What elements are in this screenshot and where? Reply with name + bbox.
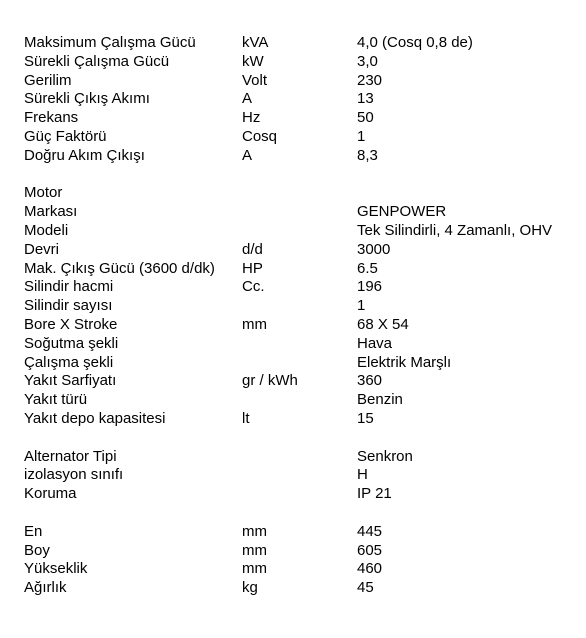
spec-row xyxy=(24,335,580,354)
spec-value: IP 21 xyxy=(357,485,392,503)
spec-row xyxy=(24,90,580,109)
spec-value: 196 xyxy=(357,278,383,296)
spec-unit: gr / kWh xyxy=(242,372,298,390)
spec-row xyxy=(24,260,580,279)
spec-unit: lt xyxy=(242,409,250,427)
spec-row xyxy=(24,128,580,147)
spec-unit: d/d xyxy=(242,240,263,258)
spec-label: Devri xyxy=(24,240,60,258)
spec-label: Silindir hacmi xyxy=(24,278,114,296)
spec-row xyxy=(24,485,580,504)
section-spacer xyxy=(24,166,580,185)
spec-value: 460 xyxy=(357,560,383,578)
spec-row xyxy=(24,542,580,561)
spec-row xyxy=(24,372,580,391)
spec-unit: Cosq xyxy=(242,127,278,145)
spec-value: 605 xyxy=(357,541,383,559)
spec-value: 6.5 xyxy=(357,259,378,277)
spec-row xyxy=(24,316,580,335)
spec-value: H xyxy=(357,466,368,484)
spec-value: 15 xyxy=(357,409,374,427)
spec-label: En xyxy=(24,522,43,540)
spec-unit: A xyxy=(242,90,253,108)
spec-value: Elektrik Marşlı xyxy=(357,353,452,371)
spec-unit: Hz xyxy=(242,109,261,127)
spec-value: 230 xyxy=(357,71,383,89)
spec-row xyxy=(24,34,580,53)
spec-label: Bore X Stroke xyxy=(24,315,118,333)
spec-value: 360 xyxy=(357,372,383,390)
spec-label: Çalışma şekli xyxy=(24,353,114,371)
section-spacer xyxy=(24,429,580,448)
spec-unit: kg xyxy=(242,579,258,597)
spec-value: 3000 xyxy=(357,240,391,258)
spec-unit: mm xyxy=(242,522,267,540)
spec-row xyxy=(24,579,580,598)
spec-label: Soğutma şekli xyxy=(24,334,119,352)
section-electrical xyxy=(24,34,580,166)
spec-value: 445 xyxy=(357,522,383,540)
spec-value: GENPOWER xyxy=(357,203,447,221)
spec-label: izolasyon sınıfı xyxy=(24,466,124,484)
spec-label: Ağırlık xyxy=(24,579,67,597)
spec-row xyxy=(24,222,580,241)
spec-row xyxy=(24,523,580,542)
spec-label: Gerilim xyxy=(24,71,72,89)
spec-unit: mm xyxy=(242,541,267,559)
spec-unit: mm xyxy=(242,315,267,333)
spec-row xyxy=(24,203,580,222)
spec-label: Alternator Tipi xyxy=(24,447,117,465)
spec-unit: HP xyxy=(242,259,263,277)
spec-value: Tek Silindirli, 4 Zamanlı, OHV xyxy=(357,221,553,239)
spec-row xyxy=(24,466,580,485)
spec-row xyxy=(24,147,580,166)
spec-row xyxy=(24,241,580,260)
spec-label: Yakıt Sarfiyatı xyxy=(24,372,117,390)
spec-row xyxy=(24,410,580,429)
spec-value: 1 xyxy=(357,127,366,145)
spec-row xyxy=(24,278,580,297)
spec-label: Motor xyxy=(24,184,63,202)
section-spacer xyxy=(24,504,580,523)
spec-label: Sürekli Çalışma Gücü xyxy=(24,52,170,70)
spec-unit: Volt xyxy=(242,71,268,89)
spec-value: 45 xyxy=(357,579,374,597)
spec-row xyxy=(24,448,580,467)
spec-sheet xyxy=(24,34,580,598)
spec-label: Modeli xyxy=(24,221,69,239)
spec-value: Senkron xyxy=(357,447,413,465)
spec-value: Benzin xyxy=(357,391,403,409)
spec-label: Markası xyxy=(24,203,78,221)
spec-unit: kW xyxy=(242,52,264,70)
spec-value: 1 xyxy=(357,297,366,315)
spec-label: Maksimum Çalışma Gücü xyxy=(24,34,196,51)
spec-value: 4,0 (Cosq 0,8 de) xyxy=(357,34,473,51)
spec-value: 68 X 54 xyxy=(357,315,409,333)
spec-unit: mm xyxy=(242,560,267,578)
spec-label: Doğru Akım Çıkışı xyxy=(24,146,145,164)
spec-label: Mak. Çıkış Gücü (3600 d/dk) xyxy=(24,259,215,277)
spec-row xyxy=(24,391,580,410)
spec-row xyxy=(24,560,580,579)
spec-label: Güç Faktörü xyxy=(24,127,107,145)
spec-value: 3,0 xyxy=(357,52,378,70)
spec-row xyxy=(24,184,580,203)
spec-unit: kVA xyxy=(242,34,269,51)
section-engine xyxy=(24,184,580,428)
spec-row xyxy=(24,354,580,373)
spec-value: 8,3 xyxy=(357,146,378,164)
spec-unit: A xyxy=(242,146,253,164)
section-alternator xyxy=(24,448,580,504)
spec-label: Frekans xyxy=(24,109,79,127)
spec-value: 50 xyxy=(357,109,374,127)
spec-label: Koruma xyxy=(24,485,77,503)
spec-label: Silindir sayısı xyxy=(24,297,113,315)
spec-label: Yakıt türü xyxy=(24,391,88,409)
spec-row xyxy=(24,297,580,316)
spec-unit: Cc. xyxy=(242,278,265,296)
spec-row xyxy=(24,53,580,72)
spec-value: 13 xyxy=(357,90,374,108)
spec-label: Yükseklik xyxy=(24,560,88,578)
spec-row xyxy=(24,72,580,91)
spec-value: Hava xyxy=(357,334,393,352)
spec-row xyxy=(24,109,580,128)
spec-label: Yakıt depo kapasitesi xyxy=(24,409,166,427)
spec-label: Sürekli Çıkış Akımı xyxy=(24,90,150,108)
spec-label: Boy xyxy=(24,541,50,559)
section-dimensions xyxy=(24,523,580,598)
